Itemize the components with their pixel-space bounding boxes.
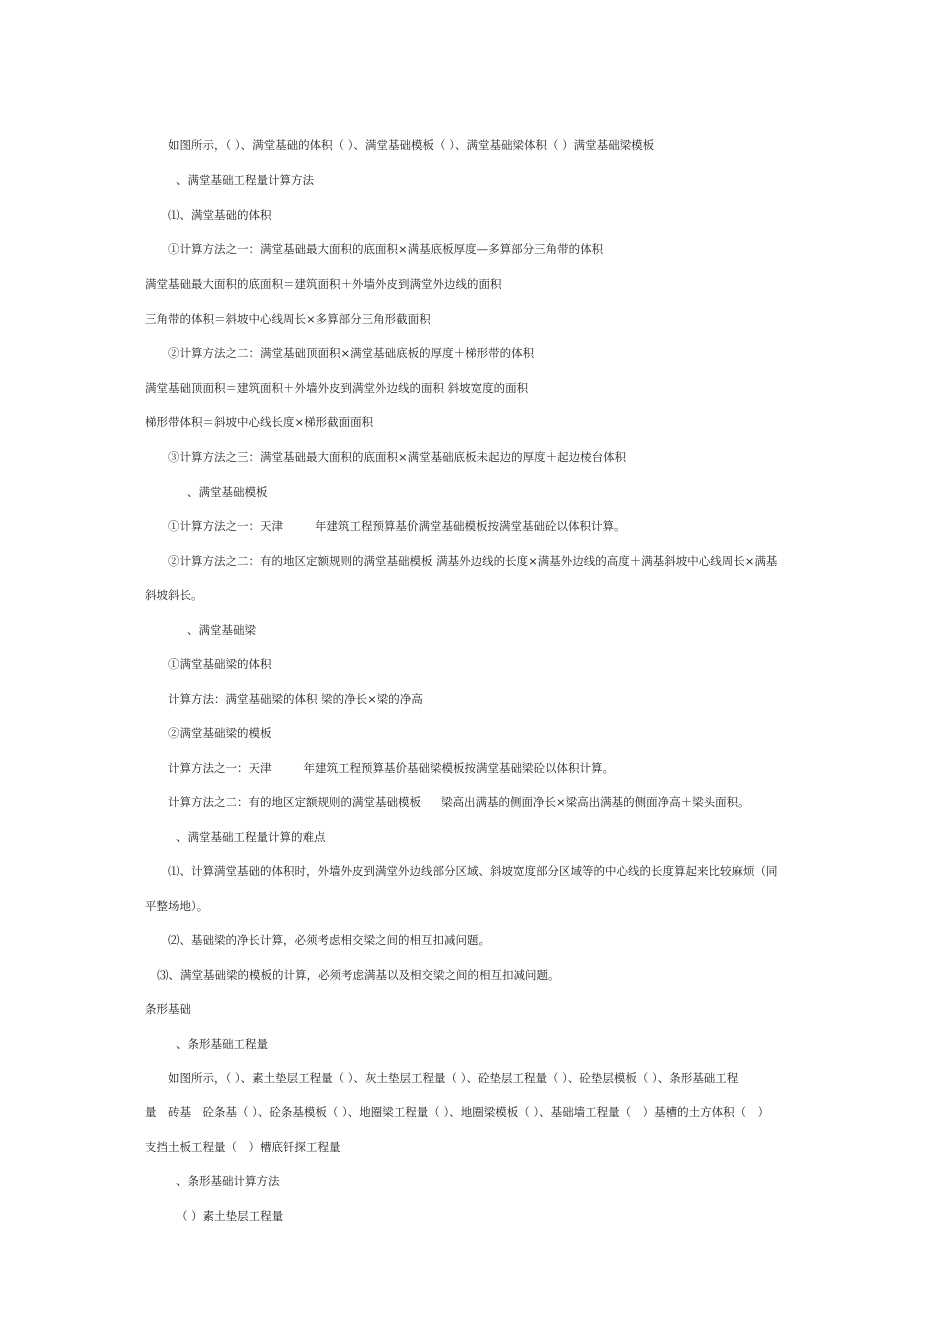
- text-line: ①满堂基础梁的体积: [168, 657, 272, 671]
- section-heading: 、条形基础工程量: [176, 1037, 268, 1051]
- text-line: 计算方法：满堂基础梁的体积 梁的净长×梁的净高: [168, 692, 423, 706]
- text-line: 如图所示，（ ）、素土垫层工程量（ ）、灰土垫层工程量（ ）、砼垫层工程量（ ）、砼垫层模板（ ）、条形基础工程: [168, 1071, 739, 1085]
- text-line: 满堂基础顶面积＝建筑面积＋外墙外皮到满堂外边线的面积 斜坡宽度的面积: [145, 381, 529, 395]
- text-fragment: 年建筑工程预算基价满堂基础模板按满堂基础砼以体积计算。: [315, 519, 626, 533]
- section-heading: 、满堂基础梁: [187, 623, 256, 637]
- text-line: ⑴、计算满堂基础的体积时，外墙外皮到满堂外边线部分区域、斜坡宽度部分区域等的中心线的长度算起来比较麻烦（同: [168, 864, 778, 878]
- text-fragment: 梁高出满基的侧面净长×梁高出满基的侧面净高＋梁头面积。: [441, 795, 750, 809]
- section-title: 条形基础: [145, 1002, 191, 1016]
- text-line: ②满堂基础梁的模板: [168, 726, 272, 740]
- text-fragment: ①计算方法之一：天津: [168, 519, 283, 533]
- text-line: [168, 518, 626, 534]
- text-line: 平整场地）。: [145, 899, 209, 913]
- text-line: ⑵、基础梁的净长计算，必须考虑相交梁之间的相互扣减问题。: [168, 933, 490, 947]
- subsection-heading: ⑴、满堂基础的体积: [168, 208, 272, 222]
- text-line: ①计算方法之一：满堂基础最大面积的底面积×满基底板厚度—多算部分三角带的体积: [168, 242, 604, 256]
- section-heading: 、满堂基础模板: [187, 485, 268, 499]
- text-line: 梯形带体积＝斜坡中心线长度×梯形截面面积: [145, 415, 374, 429]
- text-line: 满堂基础最大面积的底面积＝建筑面积＋外墙外皮到满堂外边线的面积: [145, 277, 502, 291]
- text-line: [168, 794, 750, 810]
- text-line: 斜坡斜长。: [145, 588, 203, 602]
- section-heading: 、满堂基础工程量计算的难点: [176, 830, 326, 844]
- text-line: 量 砖基 砼条基（ ）、砼条基模板（ ）、地圈梁工程量（ ）、地圈梁模板（ ）、基础墙工程量（ ）基槽的土方体积（ ）: [145, 1105, 770, 1119]
- text-line: [168, 760, 614, 776]
- text-line: ⑶、满堂基础梁的模板的计算，必须考虑满基以及相交梁之间的相互扣减问题。: [157, 968, 560, 982]
- text-fragment: 年建筑工程预算基价基础梁模板按满堂基础梁砼以体积计算。: [303, 761, 614, 775]
- text-fragment: 计算方法之二：有的地区定额规则的满堂基础模板: [168, 795, 421, 809]
- text-line: ②计算方法之二：有的地区定额规则的满堂基础模板 满基外边线的长度×满基外边线的高度＋满基斜坡中心线周长×满基: [168, 554, 778, 568]
- section-heading: 、条形基础计算方法: [176, 1174, 280, 1188]
- text-line: ②计算方法之二：满堂基础顶面积×满堂基础底板的厚度＋梯形带的体积: [168, 346, 535, 360]
- text-line: 支挡土板工程量（ ）槽底钎探工程量: [145, 1140, 341, 1154]
- text-fragment: 计算方法之一：天津: [168, 761, 272, 775]
- text-line: 三角带的体积＝斜坡中心线周长×多算部分三角形截面积: [145, 312, 431, 326]
- text-line: ③计算方法之三：满堂基础最大面积的底面积×满堂基础底板未起边的厚度＋起边棱台体积: [168, 450, 627, 464]
- text-line: 如图所示，（ ）、满堂基础的体积（ ）、满堂基础模板（ ）、满堂基础梁体积（ ）满堂基础梁模板: [168, 138, 655, 152]
- section-heading: 、满堂基础工程量计算方法: [176, 173, 314, 187]
- text-line: （ ）素土垫层工程量: [176, 1209, 284, 1223]
